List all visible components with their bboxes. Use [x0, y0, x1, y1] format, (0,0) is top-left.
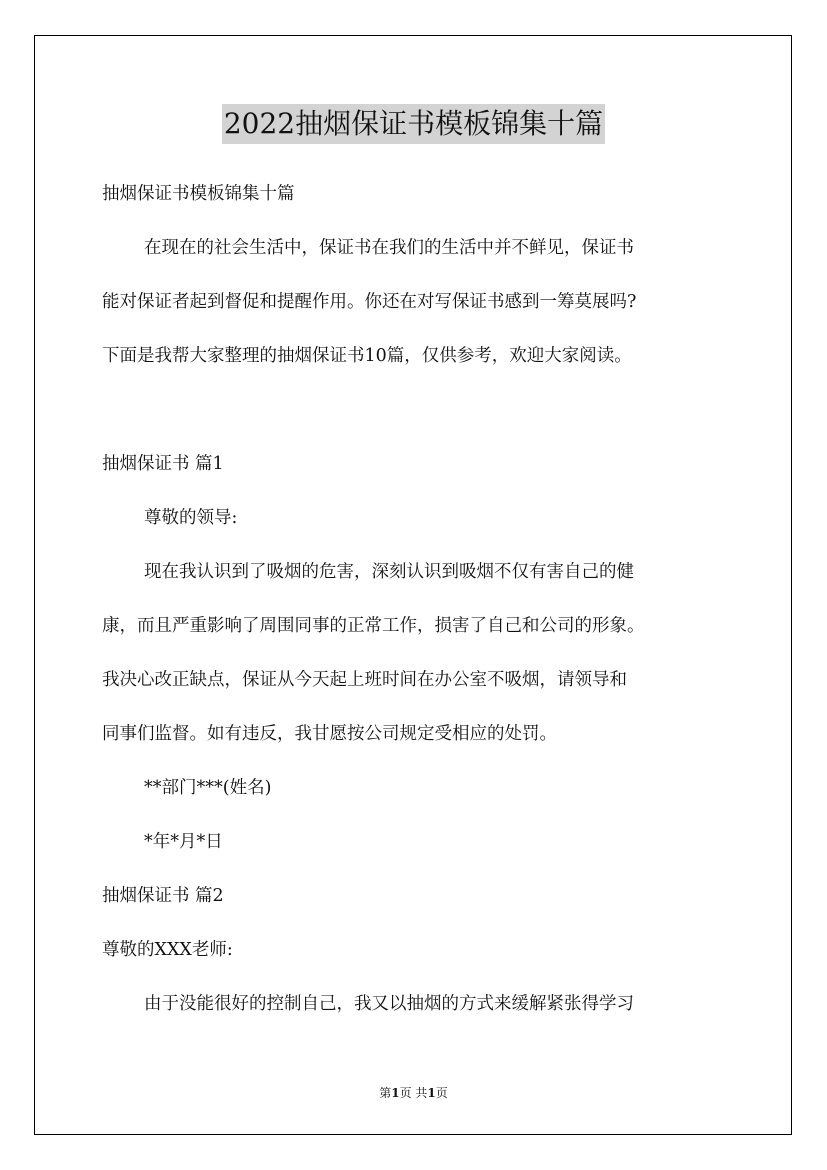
section1-date: *年*月*日 [144, 832, 223, 852]
section1-greeting: 尊敬的领导: [144, 508, 238, 528]
section2-greeting: 尊敬的XXX老师: [102, 940, 233, 960]
footer-page-number: 1 [391, 1086, 400, 1100]
intro-line-1: 在现在的社会生活中，保证书在我们的生活中并不鲜见，保证书 [144, 238, 634, 258]
document-title [0, 104, 827, 144]
section2-heading: 抽烟保证书 篇2 [102, 886, 224, 906]
section1-heading: 抽烟保证书 篇1 [102, 454, 224, 474]
document-title-text: 2022抽烟保证书模板锦集十篇 [222, 104, 605, 144]
footer-mid: 页 共 [399, 1086, 428, 1100]
section2-body-line-1: 由于没能很好的控制自己，我又以抽烟的方式来缓解紧张得学习 [144, 994, 634, 1014]
page-footer [0, 1085, 827, 1101]
footer-total-pages: 1 [427, 1086, 436, 1100]
section1-body-line-1: 现在我认识到了吸烟的危害，深刻认识到吸烟不仅有害自己的健 [144, 562, 634, 582]
section1-body-line-3: 我决心改正缺点，保证从今天起上班时间在办公室不吸烟，请领导和 [102, 670, 627, 690]
footer-suffix: 页 [435, 1086, 448, 1100]
section1-body-line-2: 康，而且严重影响了周围同事的正常工作，损害了自己和公司的形象。 [102, 616, 645, 636]
intro-heading: 抽烟保证书模板锦集十篇 [102, 184, 295, 204]
section1-signature: **部门***(姓名) [144, 778, 272, 798]
intro-line-2: 能对保证者起到督促和提醒作用。你还在对写保证书感到一筹莫展吗? [102, 292, 637, 312]
footer-prefix: 第 [379, 1086, 392, 1100]
intro-line-3: 下面是我帮大家整理的抽烟保证书10篇，仅供参考，欢迎大家阅读。 [102, 346, 632, 366]
section1-body-line-4: 同事们监督。如有违反，我甘愿按公司规定受相应的处罚。 [102, 724, 557, 744]
